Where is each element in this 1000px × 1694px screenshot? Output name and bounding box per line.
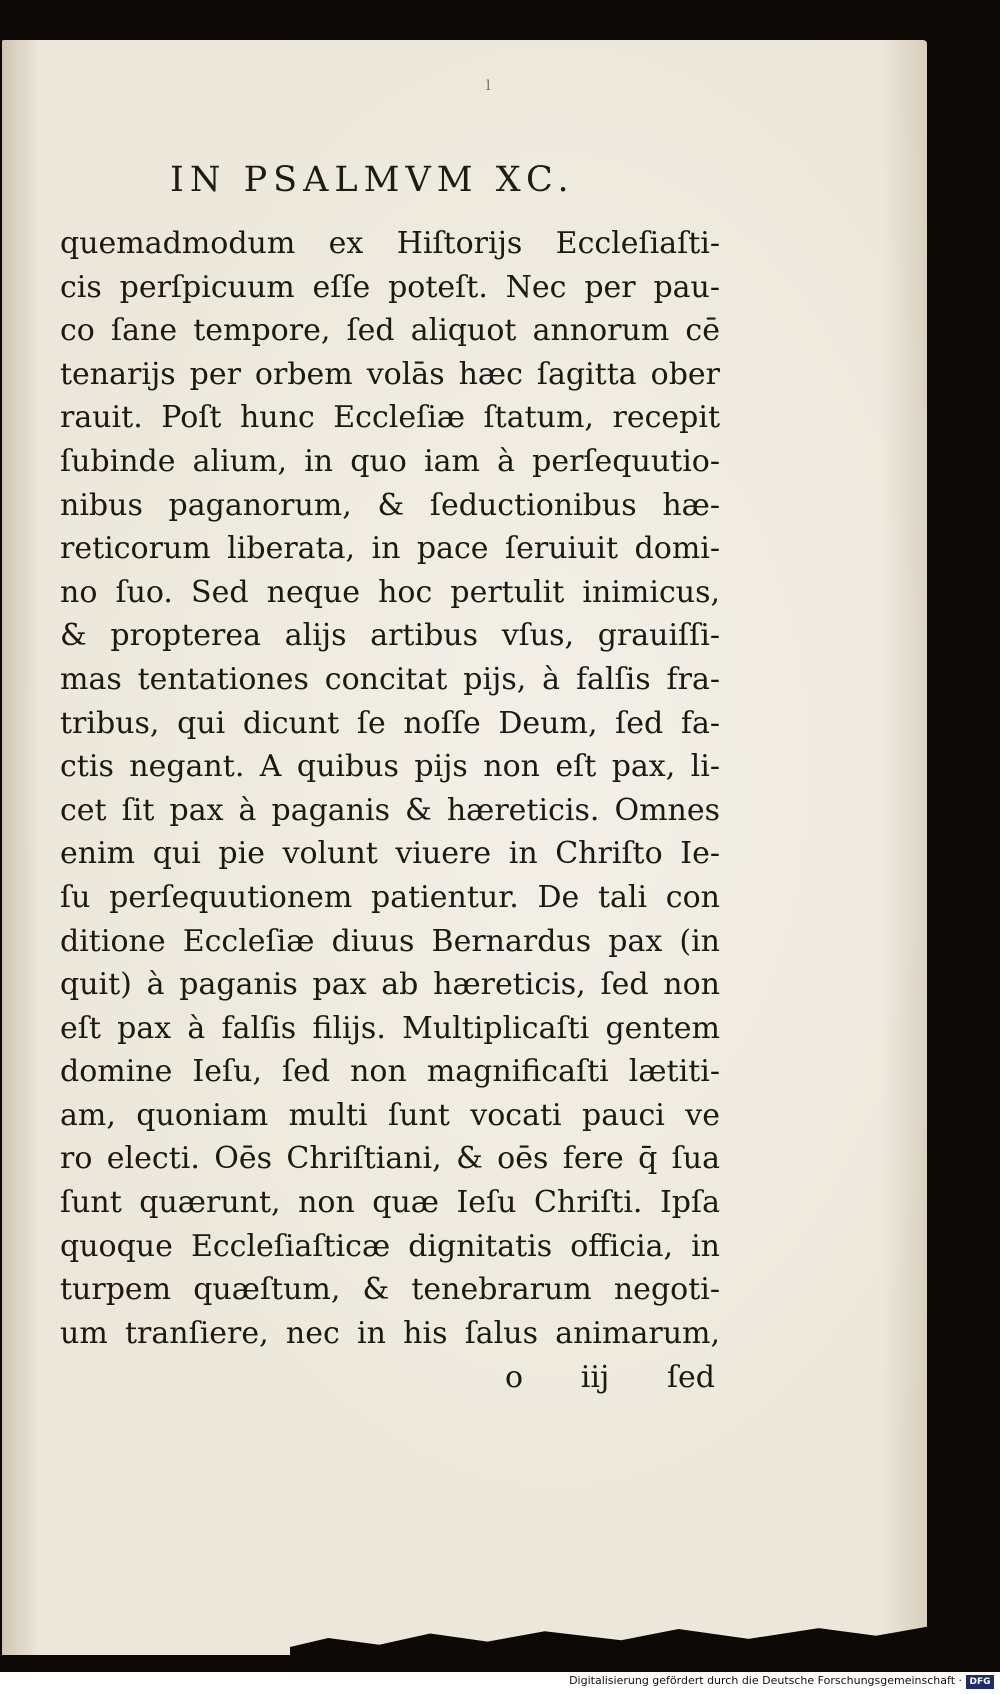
text-line: rauit. Poſt hunc Eccleſiæ ſtatum, recepit [60, 400, 720, 436]
text-line: ſu perſequutionem patientur. De tali con [60, 879, 720, 915]
text-line: domine Ieſu, ſed non magnificaſti lætiti- [60, 1054, 720, 1090]
catchword: ſed [666, 1360, 715, 1395]
text-line: co ſane tempore, ſed aliquot annorum cē [60, 313, 720, 349]
text-line: cet ſit pax à paganis & hæreticis. Omnes [60, 792, 720, 828]
text-line: enim qui pie volunt viuere in Chriſto Ie- [60, 836, 720, 872]
text-line: cis perſpicuum eſſe poteſt. Nec per pau- [60, 269, 720, 305]
text-line: quoque Eccleſiaſticæ dignitatis officia, in [60, 1228, 720, 1264]
text-line: nibus paganorum, & ſeductionibus hæ- [60, 487, 720, 523]
text-line: am, quoniam multi ſunt vocati pauci ve [60, 1097, 720, 1133]
text-line: tribus, qui dicunt ſe noſſe Deum, ſed fa- [60, 705, 720, 741]
text-line: um tranſiere, nec in his ſalus animarum, [60, 1315, 720, 1351]
text-line: eſt pax à falſis filijs. Multiplicaſti gentem [60, 1010, 720, 1046]
text-line: ctis negant. A quibus pijs non eſt pax, li- [60, 749, 720, 785]
signature-letter: o [505, 1360, 524, 1395]
text-line: ſubinde alium, in quo iam à perſequutio- [60, 443, 720, 479]
text-line: ſunt quærunt, non quæ Ieſu Chriſti. Ipſa [60, 1185, 720, 1221]
catchword-line [505, 1360, 715, 1395]
folio-mark: l [486, 78, 491, 94]
body-text [60, 222, 720, 1355]
text-line: reticorum liberata, in pace ſeruiuit domi- [60, 531, 720, 567]
text-line: no ſuo. Sed neque hoc pertulit inimicus, [60, 574, 720, 610]
text-line: quemadmodum ex Hiſtorijs Eccleſiaſti- [60, 226, 720, 261]
text-line: mas tentationes concitat pijs, à falſis fra- [60, 661, 720, 697]
text-line: tenarijs per orbem volās hæc ſagitta ober [60, 356, 720, 392]
footer-credit: Digitalisierung gefördert durch die Deutsche Forschungsgemeinschaft · [569, 1674, 962, 1687]
text-line: ro electi. Oēs Chriſtiani, & oēs fere q̄ ſua [60, 1141, 720, 1177]
text-line: quit) à paganis pax ab hæreticis, ſed non [60, 967, 720, 1003]
signature-number: iij [580, 1360, 610, 1395]
text-line: ditione Eccleſiæ diuus Bernardus pax (in [60, 923, 720, 959]
running-header: IN PSALMVM XC. [170, 160, 575, 200]
text-line: turpem quæſtum, & tenebrarum negoti- [60, 1272, 720, 1308]
dfg-logo: DFG [966, 1675, 994, 1689]
text-line: & propterea alijs artibus vſus, grauiſſi- [60, 618, 720, 654]
